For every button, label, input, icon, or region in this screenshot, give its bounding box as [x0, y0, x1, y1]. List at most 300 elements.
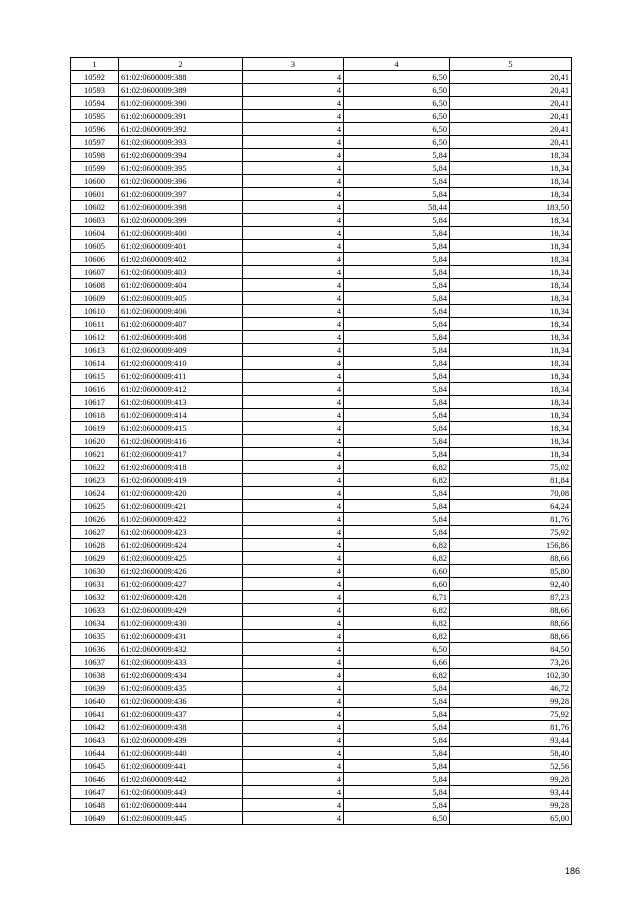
table-row — [71, 136, 572, 149]
table-cell-col-5: 102,30 — [450, 669, 572, 682]
table-cell-col-5: 183,50 — [450, 201, 572, 214]
table-cell-col-5: 18,34 — [450, 344, 572, 357]
table-cell-col-2: 61:02:0600009:397 — [119, 188, 243, 201]
table-cell-col-5: 99,28 — [450, 695, 572, 708]
table-cell-col-4: 5,84 — [344, 448, 450, 461]
table-cell-col-1: 10634 — [71, 617, 119, 630]
table-cell-col-5: 20,41 — [450, 97, 572, 110]
table-cell-col-2: 61:02:0600009:399 — [119, 214, 243, 227]
table-cell-col-4: 6,82 — [344, 474, 450, 487]
table-cell-col-1: 10644 — [71, 747, 119, 760]
table-cell-col-4: 5,84 — [344, 305, 450, 318]
table-cell-col-2: 61:02:0600009:434 — [119, 669, 243, 682]
table-cell-col-5: 75,92 — [450, 708, 572, 721]
table-row — [71, 552, 572, 565]
table-cell-col-3: 4 — [243, 357, 344, 370]
table-cell-col-3: 4 — [243, 682, 344, 695]
table-row — [71, 487, 572, 500]
table-cell-col-3: 4 — [243, 435, 344, 448]
table-cell-col-1: 10613 — [71, 344, 119, 357]
table-cell-col-1: 10610 — [71, 305, 119, 318]
table-cell-col-3: 4 — [243, 71, 344, 84]
table-cell-col-4: 5,84 — [344, 500, 450, 513]
table-cell-col-1: 10619 — [71, 422, 119, 435]
table-cell-col-2: 61:02:0600009:400 — [119, 227, 243, 240]
table-cell-col-4: 5,84 — [344, 422, 450, 435]
table-cell-col-2: 61:02:0600009:432 — [119, 643, 243, 656]
table-cell-col-2: 61:02:0600009:442 — [119, 773, 243, 786]
table-row — [71, 682, 572, 695]
table-cell-col-5: 20,41 — [450, 110, 572, 123]
table-cell-col-5: 73,26 — [450, 656, 572, 669]
table-cell-col-1: 10623 — [71, 474, 119, 487]
table-cell-col-5: 46,72 — [450, 682, 572, 695]
table-cell-col-5: 18,34 — [450, 331, 572, 344]
table-cell-col-2: 61:02:0600009:430 — [119, 617, 243, 630]
table-row — [71, 162, 572, 175]
column-header-4: 4 — [344, 58, 450, 71]
table-cell-col-2: 61:02:0600009:441 — [119, 760, 243, 773]
data-table — [70, 57, 572, 825]
table-cell-col-2: 61:02:0600009:444 — [119, 799, 243, 812]
table-cell-col-4: 6,50 — [344, 123, 450, 136]
table-cell-col-5: 18,34 — [450, 305, 572, 318]
table-cell-col-1: 10599 — [71, 162, 119, 175]
table-row — [71, 292, 572, 305]
table-cell-col-2: 61:02:0600009:415 — [119, 422, 243, 435]
table-cell-col-1: 10596 — [71, 123, 119, 136]
table-cell-col-2: 61:02:0600009:438 — [119, 721, 243, 734]
table-cell-col-5: 65,00 — [450, 812, 572, 825]
table-cell-col-4: 5,84 — [344, 409, 450, 422]
table-cell-col-2: 61:02:0600009:390 — [119, 97, 243, 110]
table-cell-col-3: 4 — [243, 760, 344, 773]
table-cell-col-5: 18,34 — [450, 240, 572, 253]
table-cell-col-3: 4 — [243, 305, 344, 318]
table-cell-col-2: 61:02:0600009:410 — [119, 357, 243, 370]
table-row — [71, 591, 572, 604]
table-cell-col-2: 61:02:0600009:422 — [119, 513, 243, 526]
table-cell-col-2: 61:02:0600009:407 — [119, 318, 243, 331]
table-cell-col-2: 61:02:0600009:443 — [119, 786, 243, 799]
table-cell-col-4: 6,60 — [344, 578, 450, 591]
table-cell-col-4: 5,84 — [344, 435, 450, 448]
table-row — [71, 422, 572, 435]
table-cell-col-5: 70,08 — [450, 487, 572, 500]
table-cell-col-4: 5,84 — [344, 786, 450, 799]
table-cell-col-3: 4 — [243, 461, 344, 474]
table-cell-col-4: 5,84 — [344, 240, 450, 253]
table-cell-col-5: 18,34 — [450, 175, 572, 188]
table-cell-col-3: 4 — [243, 253, 344, 266]
table-cell-col-3: 4 — [243, 786, 344, 799]
table-cell-col-5: 85,80 — [450, 565, 572, 578]
table-cell-col-2: 61:02:0600009:409 — [119, 344, 243, 357]
table-row — [71, 760, 572, 773]
table-cell-col-2: 61:02:0600009:401 — [119, 240, 243, 253]
table-row — [71, 396, 572, 409]
table-cell-col-4: 5,84 — [344, 734, 450, 747]
table-cell-col-2: 61:02:0600009:426 — [119, 565, 243, 578]
table-cell-col-5: 88,66 — [450, 604, 572, 617]
table-cell-col-3: 4 — [243, 591, 344, 604]
table-cell-col-3: 4 — [243, 136, 344, 149]
table-cell-col-4: 5,84 — [344, 383, 450, 396]
table-row — [71, 123, 572, 136]
table-cell-col-4: 6,82 — [344, 604, 450, 617]
table-row — [71, 214, 572, 227]
table-cell-col-3: 4 — [243, 617, 344, 630]
table-cell-col-2: 61:02:0600009:435 — [119, 682, 243, 695]
table-row — [71, 318, 572, 331]
table-cell-col-5: 81,84 — [450, 474, 572, 487]
table-cell-col-4: 58,44 — [344, 201, 450, 214]
table-cell-col-4: 5,84 — [344, 253, 450, 266]
table-cell-col-3: 4 — [243, 604, 344, 617]
table-cell-col-2: 61:02:0600009:424 — [119, 539, 243, 552]
table-row — [71, 188, 572, 201]
table-cell-col-1: 10633 — [71, 604, 119, 617]
table-row — [71, 669, 572, 682]
table-cell-col-4: 5,84 — [344, 799, 450, 812]
table-cell-col-3: 4 — [243, 539, 344, 552]
table-cell-col-2: 61:02:0600009:396 — [119, 175, 243, 188]
table-cell-col-1: 10617 — [71, 396, 119, 409]
table-cell-col-5: 18,34 — [450, 435, 572, 448]
table-cell-col-3: 4 — [243, 227, 344, 240]
table-row — [71, 71, 572, 84]
table-cell-col-2: 61:02:0600009:445 — [119, 812, 243, 825]
table-row — [71, 97, 572, 110]
table-cell-col-5: 18,34 — [450, 214, 572, 227]
table-cell-col-5: 84,50 — [450, 643, 572, 656]
table-cell-col-1: 10621 — [71, 448, 119, 461]
table-row — [71, 461, 572, 474]
table-cell-col-3: 4 — [243, 630, 344, 643]
table-cell-col-1: 10603 — [71, 214, 119, 227]
table-cell-col-1: 10615 — [71, 370, 119, 383]
table-cell-col-3: 4 — [243, 266, 344, 279]
table-cell-col-4: 6,71 — [344, 591, 450, 604]
table-cell-col-1: 10598 — [71, 149, 119, 162]
table-cell-col-2: 61:02:0600009:436 — [119, 695, 243, 708]
table-cell-col-3: 4 — [243, 669, 344, 682]
table-cell-col-3: 4 — [243, 552, 344, 565]
table-cell-col-5: 18,34 — [450, 253, 572, 266]
table-cell-col-2: 61:02:0600009:431 — [119, 630, 243, 643]
table-cell-col-4: 6,82 — [344, 669, 450, 682]
table-cell-col-2: 61:02:0600009:428 — [119, 591, 243, 604]
table-cell-col-2: 61:02:0600009:440 — [119, 747, 243, 760]
table-cell-col-2: 61:02:0600009:414 — [119, 409, 243, 422]
table-cell-col-2: 61:02:0600009:437 — [119, 708, 243, 721]
table-row — [71, 747, 572, 760]
table-cell-col-5: 18,34 — [450, 357, 572, 370]
table-cell-col-3: 4 — [243, 474, 344, 487]
table-cell-col-4: 6,50 — [344, 71, 450, 84]
table-cell-col-4: 5,84 — [344, 357, 450, 370]
table-cell-col-4: 6,60 — [344, 565, 450, 578]
table-cell-col-5: 99,28 — [450, 773, 572, 786]
table-cell-col-2: 61:02:0600009:393 — [119, 136, 243, 149]
table-cell-col-1: 10595 — [71, 110, 119, 123]
table-cell-col-2: 61:02:0600009:388 — [119, 71, 243, 84]
table-cell-col-4: 6,82 — [344, 630, 450, 643]
table-row — [71, 357, 572, 370]
table-cell-col-1: 10637 — [71, 656, 119, 669]
table-cell-col-1: 10609 — [71, 292, 119, 305]
table-row — [71, 539, 572, 552]
table-cell-col-3: 4 — [243, 812, 344, 825]
table-cell-col-4: 5,84 — [344, 227, 450, 240]
table-cell-col-5: 75,92 — [450, 526, 572, 539]
table-cell-col-2: 61:02:0600009:417 — [119, 448, 243, 461]
table-cell-col-5: 88,66 — [450, 630, 572, 643]
table-cell-col-2: 61:02:0600009:413 — [119, 396, 243, 409]
table-cell-col-2: 61:02:0600009:429 — [119, 604, 243, 617]
table-cell-col-5: 18,34 — [450, 370, 572, 383]
table-cell-col-1: 10638 — [71, 669, 119, 682]
table-cell-col-3: 4 — [243, 110, 344, 123]
table-cell-col-3: 4 — [243, 175, 344, 188]
table-cell-col-4: 5,84 — [344, 513, 450, 526]
table-cell-col-2: 61:02:0600009:423 — [119, 526, 243, 539]
table-cell-col-4: 5,84 — [344, 344, 450, 357]
table-cell-col-2: 61:02:0600009:392 — [119, 123, 243, 136]
table-cell-col-2: 61:02:0600009:421 — [119, 500, 243, 513]
table-cell-col-2: 61:02:0600009:408 — [119, 331, 243, 344]
table-row — [71, 409, 572, 422]
table-cell-col-4: 5,84 — [344, 188, 450, 201]
table-cell-col-3: 4 — [243, 383, 344, 396]
table-cell-col-3: 4 — [243, 162, 344, 175]
table-cell-col-4: 6,50 — [344, 136, 450, 149]
table-row — [71, 201, 572, 214]
table-cell-col-4: 5,84 — [344, 266, 450, 279]
table-cell-col-2: 61:02:0600009:425 — [119, 552, 243, 565]
table-cell-col-5: 18,34 — [450, 279, 572, 292]
header-row — [71, 58, 572, 71]
table-cell-col-3: 4 — [243, 97, 344, 110]
table-cell-col-4: 5,84 — [344, 721, 450, 734]
table-cell-col-5: 87,23 — [450, 591, 572, 604]
table-row — [71, 266, 572, 279]
table-cell-col-4: 5,84 — [344, 331, 450, 344]
column-header-5: 5 — [450, 58, 572, 71]
table-cell-col-3: 4 — [243, 422, 344, 435]
table-cell-col-3: 4 — [243, 656, 344, 669]
table-cell-col-5: 52,56 — [450, 760, 572, 773]
table-cell-col-2: 61:02:0600009:404 — [119, 279, 243, 292]
table-row — [71, 630, 572, 643]
table-cell-col-3: 4 — [243, 279, 344, 292]
table-cell-col-1: 10601 — [71, 188, 119, 201]
table-cell-col-3: 4 — [243, 643, 344, 656]
table-cell-col-2: 61:02:0600009:416 — [119, 435, 243, 448]
table-cell-col-3: 4 — [243, 565, 344, 578]
table-cell-col-5: 88,66 — [450, 617, 572, 630]
page-number: 186 — [565, 866, 581, 876]
table-cell-col-1: 10635 — [71, 630, 119, 643]
table-cell-col-5: 64,24 — [450, 500, 572, 513]
table-cell-col-2: 61:02:0600009:419 — [119, 474, 243, 487]
table-row — [71, 565, 572, 578]
table-cell-col-4: 5,84 — [344, 773, 450, 786]
table-cell-col-1: 10649 — [71, 812, 119, 825]
table-cell-col-1: 10622 — [71, 461, 119, 474]
table-cell-col-4: 5,84 — [344, 279, 450, 292]
table-cell-col-2: 61:02:0600009:403 — [119, 266, 243, 279]
table-cell-col-1: 10631 — [71, 578, 119, 591]
table-cell-col-5: 18,34 — [450, 422, 572, 435]
table-row — [71, 734, 572, 747]
table-cell-col-1: 10600 — [71, 175, 119, 188]
table-cell-col-3: 4 — [243, 344, 344, 357]
table-cell-col-1: 10607 — [71, 266, 119, 279]
table-cell-col-1: 10647 — [71, 786, 119, 799]
table-cell-col-1: 10611 — [71, 318, 119, 331]
table-cell-col-5: 18,34 — [450, 448, 572, 461]
table-row — [71, 604, 572, 617]
table-cell-col-1: 10624 — [71, 487, 119, 500]
table-cell-col-1: 10614 — [71, 357, 119, 370]
table-cell-col-5: 20,41 — [450, 71, 572, 84]
table-cell-col-3: 4 — [243, 799, 344, 812]
table-cell-col-3: 4 — [243, 370, 344, 383]
table-cell-col-3: 4 — [243, 240, 344, 253]
table-cell-col-1: 10640 — [71, 695, 119, 708]
table-cell-col-4: 6,66 — [344, 656, 450, 669]
table-row — [71, 578, 572, 591]
table-cell-col-5: 156,86 — [450, 539, 572, 552]
table-cell-col-4: 5,84 — [344, 370, 450, 383]
table-cell-col-4: 5,84 — [344, 682, 450, 695]
table-cell-col-3: 4 — [243, 695, 344, 708]
table-cell-col-1: 10626 — [71, 513, 119, 526]
table-cell-col-1: 10636 — [71, 643, 119, 656]
table-cell-col-1: 10594 — [71, 97, 119, 110]
table-cell-col-1: 10616 — [71, 383, 119, 396]
table-row — [71, 773, 572, 786]
table-cell-col-4: 6,50 — [344, 84, 450, 97]
table-cell-col-1: 10641 — [71, 708, 119, 721]
table-cell-col-3: 4 — [243, 214, 344, 227]
table-cell-col-4: 6,82 — [344, 539, 450, 552]
table-cell-col-4: 6,82 — [344, 552, 450, 565]
table-row — [71, 474, 572, 487]
table-cell-col-3: 4 — [243, 578, 344, 591]
table-cell-col-1: 10618 — [71, 409, 119, 422]
table-cell-col-2: 61:02:0600009:412 — [119, 383, 243, 396]
table-row — [71, 721, 572, 734]
table-cell-col-1: 10612 — [71, 331, 119, 344]
table-cell-col-5: 18,34 — [450, 188, 572, 201]
table-cell-col-1: 10629 — [71, 552, 119, 565]
table-cell-col-3: 4 — [243, 513, 344, 526]
table-cell-col-4: 6,50 — [344, 97, 450, 110]
table-cell-col-4: 5,84 — [344, 487, 450, 500]
table-cell-col-3: 4 — [243, 188, 344, 201]
table-cell-col-3: 4 — [243, 708, 344, 721]
column-header-2: 2 — [119, 58, 243, 71]
table-cell-col-5: 18,34 — [450, 162, 572, 175]
table-cell-col-5: 18,34 — [450, 149, 572, 162]
table-cell-col-1: 10627 — [71, 526, 119, 539]
table-cell-col-5: 81,76 — [450, 721, 572, 734]
table-cell-col-2: 61:02:0600009:406 — [119, 305, 243, 318]
table-cell-col-5: 18,34 — [450, 396, 572, 409]
table-cell-col-5: 58,40 — [450, 747, 572, 760]
table-row — [71, 526, 572, 539]
table-cell-col-1: 10625 — [71, 500, 119, 513]
table-row — [71, 799, 572, 812]
table-cell-col-5: 18,34 — [450, 383, 572, 396]
table-row — [71, 370, 572, 383]
table-row — [71, 656, 572, 669]
table-cell-col-5: 18,34 — [450, 292, 572, 305]
table-cell-col-5: 93,44 — [450, 786, 572, 799]
table-row — [71, 84, 572, 97]
table-cell-col-4: 6,82 — [344, 461, 450, 474]
table-cell-col-3: 4 — [243, 734, 344, 747]
table-cell-col-1: 10630 — [71, 565, 119, 578]
table-cell-col-2: 61:02:0600009:398 — [119, 201, 243, 214]
table-cell-col-3: 4 — [243, 487, 344, 500]
table-cell-col-4: 5,84 — [344, 708, 450, 721]
table-cell-col-3: 4 — [243, 526, 344, 539]
table-cell-col-4: 5,84 — [344, 526, 450, 539]
table-cell-col-1: 10606 — [71, 253, 119, 266]
table-cell-col-3: 4 — [243, 292, 344, 305]
table-row — [71, 695, 572, 708]
table-cell-col-4: 5,84 — [344, 760, 450, 773]
table-cell-col-5: 20,41 — [450, 123, 572, 136]
table-cell-col-5: 99,28 — [450, 799, 572, 812]
table-row — [71, 331, 572, 344]
table-cell-col-3: 4 — [243, 318, 344, 331]
table-cell-col-2: 61:02:0600009:391 — [119, 110, 243, 123]
table-row — [71, 149, 572, 162]
table-row — [71, 344, 572, 357]
table-row — [71, 240, 572, 253]
table-cell-col-3: 4 — [243, 500, 344, 513]
table-cell-col-4: 6,82 — [344, 617, 450, 630]
table-cell-col-5: 20,41 — [450, 136, 572, 149]
table-cell-col-5: 75,02 — [450, 461, 572, 474]
table-cell-col-4: 5,84 — [344, 747, 450, 760]
table-cell-col-2: 61:02:0600009:405 — [119, 292, 243, 305]
table-cell-col-1: 10646 — [71, 773, 119, 786]
table-cell-col-5: 88,66 — [450, 552, 572, 565]
table-cell-col-3: 4 — [243, 84, 344, 97]
table-cell-col-4: 6,50 — [344, 812, 450, 825]
table-cell-col-2: 61:02:0600009:427 — [119, 578, 243, 591]
table-row — [71, 383, 572, 396]
table-cell-col-4: 5,84 — [344, 396, 450, 409]
table-cell-col-1: 10642 — [71, 721, 119, 734]
table-cell-col-1: 10632 — [71, 591, 119, 604]
table-cell-col-2: 61:02:0600009:402 — [119, 253, 243, 266]
table-cell-col-2: 61:02:0600009:394 — [119, 149, 243, 162]
table-cell-col-1: 10593 — [71, 84, 119, 97]
column-header-3: 3 — [243, 58, 344, 71]
table-cell-col-2: 61:02:0600009:420 — [119, 487, 243, 500]
table-cell-col-1: 10592 — [71, 71, 119, 84]
table-cell-col-4: 5,84 — [344, 162, 450, 175]
table-row — [71, 617, 572, 630]
table-row — [71, 643, 572, 656]
table-row — [71, 786, 572, 799]
